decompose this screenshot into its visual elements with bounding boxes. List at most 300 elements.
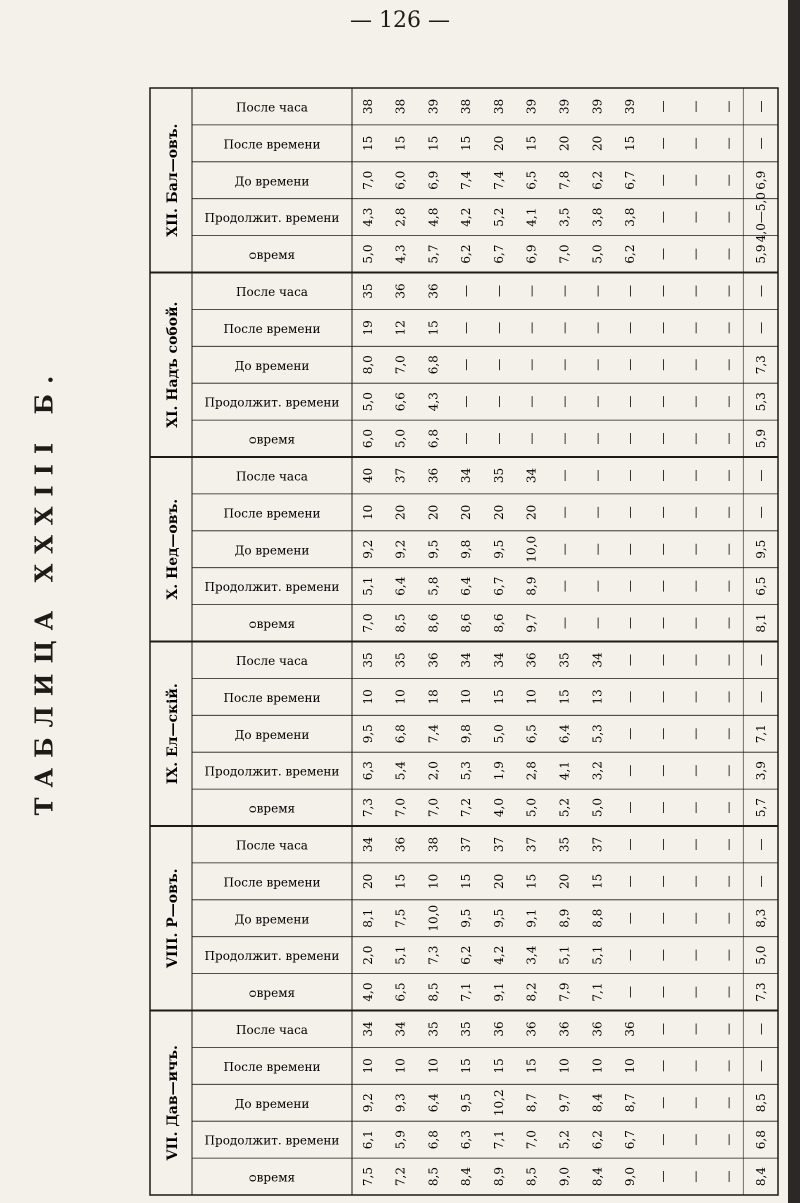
table-cell: 6,5 [524, 724, 539, 744]
section-heading: VIII. Р—овъ. [165, 868, 181, 968]
table-cell: — [721, 875, 736, 888]
table-cell: 5,1 [393, 945, 408, 965]
table-cell: — [491, 432, 506, 445]
table-cell: — [623, 986, 638, 999]
table-cell: 34 [360, 836, 375, 853]
table-cell: 5,7 [426, 244, 441, 264]
table-cell: — [557, 506, 572, 519]
column-label: До времени [234, 727, 310, 742]
table-cell: 4,1 [557, 761, 572, 781]
table-cell: 4,0—5,0 [754, 192, 769, 243]
table-cell: 5,0 [590, 244, 605, 264]
column-label: После времени [223, 321, 321, 336]
table-cell: 10 [459, 689, 474, 705]
table-cell: 9,8 [459, 539, 474, 559]
table-cell: 6,7 [623, 1130, 638, 1150]
table-cell: — [688, 1059, 703, 1072]
table-cell: — [721, 690, 736, 703]
table-cell: 7,5 [393, 908, 408, 928]
table-cell: 7,2 [393, 1167, 408, 1187]
table-cell: 7,1 [754, 724, 769, 744]
table-cell: 20 [491, 504, 506, 520]
table-cell: — [688, 395, 703, 408]
column-label: После времени [223, 137, 321, 152]
table-cell: 5,0 [491, 724, 506, 744]
table-cell: — [557, 580, 572, 593]
table-cell: — [655, 801, 670, 814]
table-cell: 5,1 [590, 945, 605, 965]
table-cell: 5,9 [754, 429, 769, 449]
table-cell: 39 [524, 98, 539, 115]
table-cell: 7,4 [491, 170, 506, 190]
table-cell: — [721, 506, 736, 519]
table-cell: 5,3 [754, 392, 769, 412]
table-cell: — [754, 838, 769, 851]
table-cell: 9,2 [360, 539, 375, 559]
table-cell: — [655, 284, 670, 297]
table-cell: 6,3 [459, 1130, 474, 1150]
table-cell: 36 [491, 1021, 506, 1037]
table-cell: 10 [393, 689, 408, 705]
table-cell: — [557, 469, 572, 482]
table-cell: 7,0 [557, 244, 572, 264]
table-cell: 6,9 [754, 170, 769, 190]
table-cell: 20 [426, 504, 441, 520]
table-cell: 9,0 [557, 1167, 572, 1187]
table-cell: — [623, 801, 638, 814]
table-cell: 36 [557, 1021, 572, 1037]
table-cell: 36 [426, 283, 441, 299]
table-cell: — [721, 617, 736, 630]
table-cell: — [623, 580, 638, 593]
table-cell: 4,2 [491, 945, 506, 965]
table-cell: 6,8 [754, 1130, 769, 1150]
column-label: После часа [236, 838, 308, 853]
table-cell: 6,5 [524, 170, 539, 190]
table-cell: 7,9 [557, 982, 572, 1002]
table-cell: 34 [524, 467, 539, 484]
table-cell: — [754, 100, 769, 113]
table-cell: 4,2 [459, 207, 474, 227]
table-cell: 10 [623, 1058, 638, 1074]
table-cell: 9,5 [491, 908, 506, 928]
table-cell: — [557, 284, 572, 297]
table-cell: 10 [360, 689, 375, 705]
table-cell: 6,5 [754, 576, 769, 596]
table-cell: — [623, 543, 638, 556]
table-cell: — [655, 986, 670, 999]
table-cell: — [623, 727, 638, 740]
table-cell: 7,0 [393, 355, 408, 375]
table-cell: — [590, 321, 605, 334]
table-cell: 39 [590, 98, 605, 115]
table-cell: 34 [360, 1021, 375, 1037]
table-cell: 6,7 [491, 576, 506, 596]
table-cell: 6,4 [459, 576, 474, 596]
table-cell: — [655, 1133, 670, 1146]
table-cell: — [688, 284, 703, 297]
table-cell: — [721, 211, 736, 224]
column-label: ᴑвремя [248, 801, 296, 816]
table-cell: — [655, 174, 670, 187]
table-cell: 5,9 [754, 244, 769, 264]
table-cell: — [688, 100, 703, 113]
table-cell: 36 [590, 1021, 605, 1037]
table-cell: — [655, 617, 670, 630]
table-cell: — [459, 395, 474, 408]
table-cell: 6,0 [360, 429, 375, 449]
section-heading: XI. Надъ собой. [165, 301, 181, 428]
table-cell: — [524, 321, 539, 334]
table-cell: — [655, 211, 670, 224]
table-cell: 8,6 [491, 613, 506, 633]
table-cell: — [557, 432, 572, 445]
table-cell: 5,0 [524, 798, 539, 818]
table-cell: — [491, 321, 506, 334]
table-cell: 38 [426, 836, 441, 853]
table-cell: — [721, 432, 736, 445]
table-cell: 7,1 [459, 982, 474, 1002]
table-cell: — [623, 284, 638, 297]
table-cell: — [688, 912, 703, 925]
table-cell: 8,9 [491, 1167, 506, 1187]
table-cell: 15 [393, 873, 408, 889]
table-cell: — [590, 432, 605, 445]
table-cell: 2,8 [524, 761, 539, 781]
table-cell: 20 [557, 873, 572, 889]
table-cell: — [655, 1170, 670, 1183]
table-cell: 10,0 [426, 904, 441, 932]
table-cell: — [688, 248, 703, 261]
table-cell: 36 [426, 467, 441, 484]
table-cell: 3,5 [557, 207, 572, 227]
table-cell: — [655, 838, 670, 851]
table-cell: — [590, 358, 605, 371]
table-cell: — [524, 432, 539, 445]
table-cell: 8,5 [524, 1167, 539, 1187]
column-label: Продолжит. времени [204, 1133, 340, 1148]
table-cell: 15 [524, 873, 539, 889]
table-cell: 36 [623, 1021, 638, 1037]
table-cell: 38 [360, 98, 375, 115]
column-label: До времени [234, 358, 310, 373]
column-label: Продолжит. времени [204, 764, 340, 779]
table-cell: — [524, 358, 539, 371]
column-label: ᴑвремя [248, 617, 296, 632]
table-cell: 34 [459, 467, 474, 484]
table-cell: 6,2 [623, 244, 638, 264]
table-cell: 15 [393, 135, 408, 151]
column-label: До времени [234, 174, 310, 189]
table-cell: 5,0 [754, 945, 769, 965]
table-cell: 7,0 [360, 170, 375, 190]
table-cell: — [688, 1170, 703, 1183]
table-cell: 9,7 [524, 613, 539, 633]
table-cell: — [655, 321, 670, 334]
table-cell: 36 [393, 836, 408, 853]
table-cell: — [655, 949, 670, 962]
table-cell: — [590, 506, 605, 519]
table-cell: — [721, 912, 736, 925]
table-cell: 6,8 [426, 355, 441, 375]
table-cell: — [688, 838, 703, 851]
table-cell: 5,1 [557, 945, 572, 965]
table-cell: 35 [360, 283, 375, 299]
table-cell: — [754, 469, 769, 482]
table-cell: 6,6 [393, 392, 408, 412]
table-cell: — [459, 358, 474, 371]
table-cell: 37 [491, 836, 506, 853]
table-cell: 4,1 [524, 207, 539, 227]
table-cell: — [623, 838, 638, 851]
table-cell: — [688, 875, 703, 888]
table-cell: 5,0 [360, 244, 375, 264]
table-cell: — [721, 653, 736, 666]
table-cell: 35 [459, 1021, 474, 1037]
table-cell: — [623, 764, 638, 777]
table-title-text: ТАБЛИЦА XXXIII Б. [29, 365, 59, 815]
table-cell: 3,8 [623, 207, 638, 227]
table-cell: 6,2 [590, 1130, 605, 1150]
table-cell: 15 [524, 135, 539, 151]
table-cell: — [721, 469, 736, 482]
table-cell: 40 [360, 467, 375, 484]
table-cell: — [721, 986, 736, 999]
table-cell: 35 [557, 836, 572, 853]
table-cell: 7,3 [426, 945, 441, 965]
table-cell: — [590, 543, 605, 556]
table-cell: 4,8 [426, 207, 441, 227]
table-cell: 8,4 [754, 1167, 769, 1187]
column-label: До времени [234, 1096, 310, 1111]
table-cell: 9,5 [491, 539, 506, 559]
table-cell: — [623, 875, 638, 888]
table-cell: — [754, 1059, 769, 1072]
table-cell: 15 [590, 873, 605, 889]
table-cell: 12 [393, 320, 408, 336]
table-cell: 20 [393, 504, 408, 520]
table-cell: 4,0 [491, 798, 506, 818]
column-label: После часа [236, 469, 308, 484]
table-cell: 15 [524, 1058, 539, 1074]
table-cell: — [623, 690, 638, 703]
table-cell: — [590, 395, 605, 408]
column-label: После времени [223, 690, 321, 705]
table-cell: — [688, 174, 703, 187]
table-cell: 34 [393, 1021, 408, 1037]
table-cell: 8,5 [426, 982, 441, 1002]
table-cell: — [721, 100, 736, 113]
table-cell: 8,9 [524, 576, 539, 596]
table-cell: — [459, 284, 474, 297]
table-cell: 6,1 [360, 1130, 375, 1150]
table-cell: 5,4 [393, 761, 408, 781]
table-cell: 15 [623, 135, 638, 151]
table-cell: — [623, 912, 638, 925]
table-cell: 9,5 [459, 1093, 474, 1113]
table-cell: 6,4 [426, 1093, 441, 1113]
table-cell: — [688, 653, 703, 666]
table-cell: — [688, 506, 703, 519]
table-cell: — [688, 1096, 703, 1109]
table-cell: 7,8 [557, 170, 572, 190]
table-cell: 7,0 [524, 1130, 539, 1150]
table-cell: 7,0 [360, 613, 375, 633]
table-cell: 18 [426, 689, 441, 705]
table-cell: 5,7 [754, 798, 769, 818]
table-cell: 9,3 [393, 1093, 408, 1113]
table-cell: — [623, 469, 638, 482]
section-heading: X. Нед—овъ. [165, 498, 181, 600]
table-cell: — [721, 284, 736, 297]
table-cell: 15 [426, 135, 441, 151]
table-cell: — [721, 1170, 736, 1183]
table-cell: 2,0 [360, 945, 375, 965]
table-cell: — [688, 469, 703, 482]
table-cell: 4,3 [426, 392, 441, 412]
table-cell: 36 [426, 652, 441, 668]
table-cell: 6,8 [426, 1130, 441, 1150]
table-cell: 4,3 [360, 207, 375, 227]
table-cell: 6,2 [459, 945, 474, 965]
table-cell: 5,9 [393, 1130, 408, 1150]
table-cell: 34 [491, 652, 506, 668]
table-cell: 36 [524, 1021, 539, 1037]
page-number: — 126 — [350, 8, 450, 33]
table-cell: — [754, 653, 769, 666]
table-cell: — [721, 580, 736, 593]
table-cell: 9,2 [360, 1093, 375, 1113]
table-cell: 7,3 [360, 798, 375, 818]
table-cell: 15 [491, 689, 506, 705]
table-cell: 10 [590, 1058, 605, 1074]
column-label: ᴑвремя [248, 432, 296, 447]
table-cell: — [590, 284, 605, 297]
table-cell: 35 [426, 1021, 441, 1037]
table-cell: — [557, 358, 572, 371]
table-cell: 6,7 [491, 244, 506, 264]
table-cell: — [688, 543, 703, 556]
table-cell: 39 [623, 98, 638, 115]
table-cell: — [721, 321, 736, 334]
table-cell: 15 [426, 320, 441, 336]
table-cell: — [590, 617, 605, 630]
table-cell: — [688, 1022, 703, 1035]
table-cell: 2,0 [426, 761, 441, 781]
table-cell: — [721, 1096, 736, 1109]
table-cell: — [721, 1059, 736, 1072]
table-cell: 38 [491, 98, 506, 115]
table-cell: — [590, 469, 605, 482]
table-cell: 15 [557, 689, 572, 705]
table-cell: — [721, 248, 736, 261]
table-cell: 8,5 [754, 1093, 769, 1113]
table-cell: — [524, 395, 539, 408]
table-cell: 1,9 [491, 761, 506, 781]
table-cell: — [754, 284, 769, 297]
table-cell: 15 [459, 135, 474, 151]
table-cell: — [688, 137, 703, 150]
table-cell: 9,5 [426, 539, 441, 559]
table-cell: 7,3 [754, 355, 769, 375]
table-cell: — [754, 506, 769, 519]
table-cell: — [623, 653, 638, 666]
table-cell: 4,3 [393, 244, 408, 264]
table-cell: 7,0 [393, 798, 408, 818]
table-cell: 8,9 [557, 908, 572, 928]
table-cell: 35 [393, 652, 408, 668]
column-label: ᴑвремя [248, 1170, 296, 1185]
table-cell: 5,8 [426, 576, 441, 596]
table-cell: 35 [557, 652, 572, 668]
table-cell: — [721, 838, 736, 851]
table-cell: 7,5 [360, 1167, 375, 1187]
column-label: После времени [223, 875, 321, 890]
table-cell: 8,7 [524, 1093, 539, 1113]
table-cell: 7,4 [426, 724, 441, 744]
table-cell: — [491, 284, 506, 297]
table-cell: — [655, 912, 670, 925]
column-label: ᴑвремя [248, 986, 296, 1001]
table-cell: 37 [590, 836, 605, 853]
table-cell: — [688, 321, 703, 334]
table-cell: 6,7 [623, 170, 638, 190]
table-cell: 8,1 [360, 908, 375, 928]
table-cell: 6,4 [393, 576, 408, 596]
table-cell: — [721, 137, 736, 150]
table-cell: 8,6 [459, 613, 474, 633]
table-cell: 20 [590, 135, 605, 151]
column-label: После времени [223, 1059, 321, 1074]
table-cell: 10 [557, 1058, 572, 1074]
table-cell: — [623, 617, 638, 630]
table-cell: — [655, 469, 670, 482]
column-label: После часа [236, 1022, 308, 1037]
section-heading: VII. Дав—ичъ. [165, 1045, 181, 1161]
table-cell: 6,2 [590, 170, 605, 190]
table-cell: — [754, 321, 769, 334]
table-cell: 9,8 [459, 724, 474, 744]
table-cell: 20 [524, 504, 539, 520]
table-cell: — [754, 875, 769, 888]
table-cell: 39 [557, 98, 572, 115]
table-cell: 9,5 [360, 724, 375, 744]
table-cell: — [688, 801, 703, 814]
table-cell: 15 [360, 135, 375, 151]
table-cell: — [688, 432, 703, 445]
table-cell: 5,0 [360, 392, 375, 412]
table-cell: 8,0 [360, 355, 375, 375]
table-cell: 36 [524, 652, 539, 668]
table-cell: 8,2 [524, 982, 539, 1002]
table-cell: — [655, 580, 670, 593]
table-cell: 20 [360, 873, 375, 889]
table-cell: 7,2 [459, 798, 474, 818]
table-cell: — [655, 432, 670, 445]
table-cell: 36 [393, 283, 408, 299]
table-cell: 8,4 [459, 1167, 474, 1187]
table-cell: 34 [590, 652, 605, 668]
table-cell: — [655, 395, 670, 408]
table-cell: 20 [459, 504, 474, 520]
table-cell: 37 [459, 836, 474, 853]
table-cell: 8,6 [426, 613, 441, 633]
table-cell: 8,5 [393, 613, 408, 633]
table-cell: 3,8 [590, 207, 605, 227]
table-cell: 10 [360, 1058, 375, 1074]
table-cell: 6,3 [360, 761, 375, 781]
table-cell: 5,1 [360, 576, 375, 596]
